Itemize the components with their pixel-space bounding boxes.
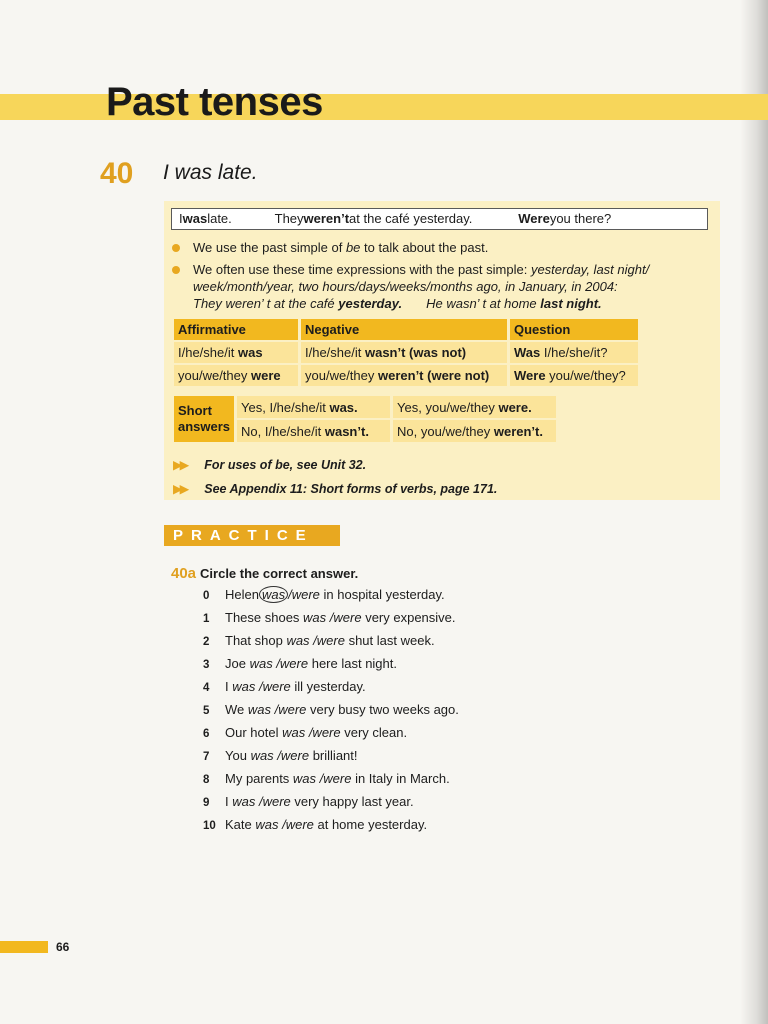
exercise-item: 2 That shop was /were shut last week. bbox=[203, 633, 435, 648]
table-cell: Were you/we/they? bbox=[510, 365, 638, 386]
table-cell: No, I/he/she/it wasn’t. bbox=[237, 420, 390, 442]
double-arrow-icon: ▶▶ bbox=[173, 482, 187, 496]
unit-title: I was late. bbox=[163, 161, 258, 184]
example-sentences-box bbox=[171, 208, 708, 230]
table-row bbox=[174, 396, 556, 418]
table-row bbox=[174, 342, 638, 363]
example-sentence: Wereyou there? bbox=[518, 211, 612, 226]
table-cell: you/we/they weren’t (were not) bbox=[301, 365, 507, 386]
unit-number: 40 bbox=[100, 157, 134, 190]
table-header: Affirmative bbox=[174, 319, 298, 340]
table-header: Negative bbox=[301, 319, 507, 340]
footer-bar bbox=[0, 941, 48, 953]
double-arrow-icon: ▶▶ bbox=[173, 458, 187, 472]
table-cell: Was I/he/she/it? bbox=[510, 342, 638, 363]
cross-reference: ▶▶ For uses of be, see Unit 32. bbox=[173, 458, 367, 472]
table-cell: No, you/we/they weren’t. bbox=[393, 420, 556, 442]
page-title: Past tenses bbox=[106, 80, 323, 124]
cross-reference: ▶▶ See Appendix 11: Short forms of verbs, page 171. bbox=[173, 482, 498, 496]
page-gutter-shadow bbox=[740, 0, 768, 1024]
circled-answer: was bbox=[259, 586, 288, 603]
rule-text: We often use these time expressions with the past simple: yesterday, last night/ week/month/year, two hours/days/weeks/months ago, in January, in 2004: They weren’ t at the café yesterday. He wasn’ t at home last night. bbox=[193, 262, 650, 311]
practice-banner: PRACTICE bbox=[164, 525, 340, 546]
exercise-item: 0 Helen was /were in hospital yesterday. bbox=[203, 587, 445, 602]
exercise-item: 8 My parents was /were in Italy in March. bbox=[203, 771, 450, 786]
exercise-header bbox=[171, 565, 358, 582]
exercise-item: 5 We was /were very busy two weeks ago. bbox=[203, 702, 459, 717]
exercise-item: 7 You was /were brilliant! bbox=[203, 748, 358, 763]
exercise-instruction: Circle the correct answer. bbox=[200, 566, 359, 581]
page-number: 66 bbox=[56, 940, 70, 954]
exercise-number: 40a bbox=[171, 565, 197, 582]
exercise-item: 9 I was /were very happy last year. bbox=[203, 794, 414, 809]
bullet-icon bbox=[172, 244, 180, 252]
example-sentence: Theyweren’tat the café yesterday. bbox=[274, 211, 473, 226]
table-row bbox=[174, 365, 638, 386]
short-answers-table bbox=[171, 394, 559, 444]
table-cell: Yes, you/we/they were. bbox=[393, 396, 556, 418]
table-header: Question bbox=[510, 319, 638, 340]
exercise-item: 10 Kate was /were at home yesterday. bbox=[203, 817, 428, 832]
exercise-item: 3 Joe was /were here last night. bbox=[203, 656, 397, 671]
be-forms-table bbox=[171, 317, 641, 388]
table-cell: I/he/she/it was bbox=[174, 342, 298, 363]
bullet-icon bbox=[172, 266, 180, 274]
table-cell: I/he/she/it wasn’t (was not) bbox=[301, 342, 507, 363]
rule-text: We use the past simple of be to talk about the past. bbox=[193, 240, 489, 255]
exercise-item: 4 I was /were ill yesterday. bbox=[203, 679, 366, 694]
example-sentence: Iwaslate. bbox=[179, 211, 232, 226]
exercise-item: 6 Our hotel was /were very clean. bbox=[203, 725, 408, 740]
table-cell: you/we/they were bbox=[174, 365, 298, 386]
table-cell: Yes, I/he/she/it was. bbox=[237, 396, 390, 418]
short-answers-label: Short answers bbox=[174, 396, 234, 442]
exercise-item: 1 These shoes was /were very expensive. bbox=[203, 610, 456, 625]
